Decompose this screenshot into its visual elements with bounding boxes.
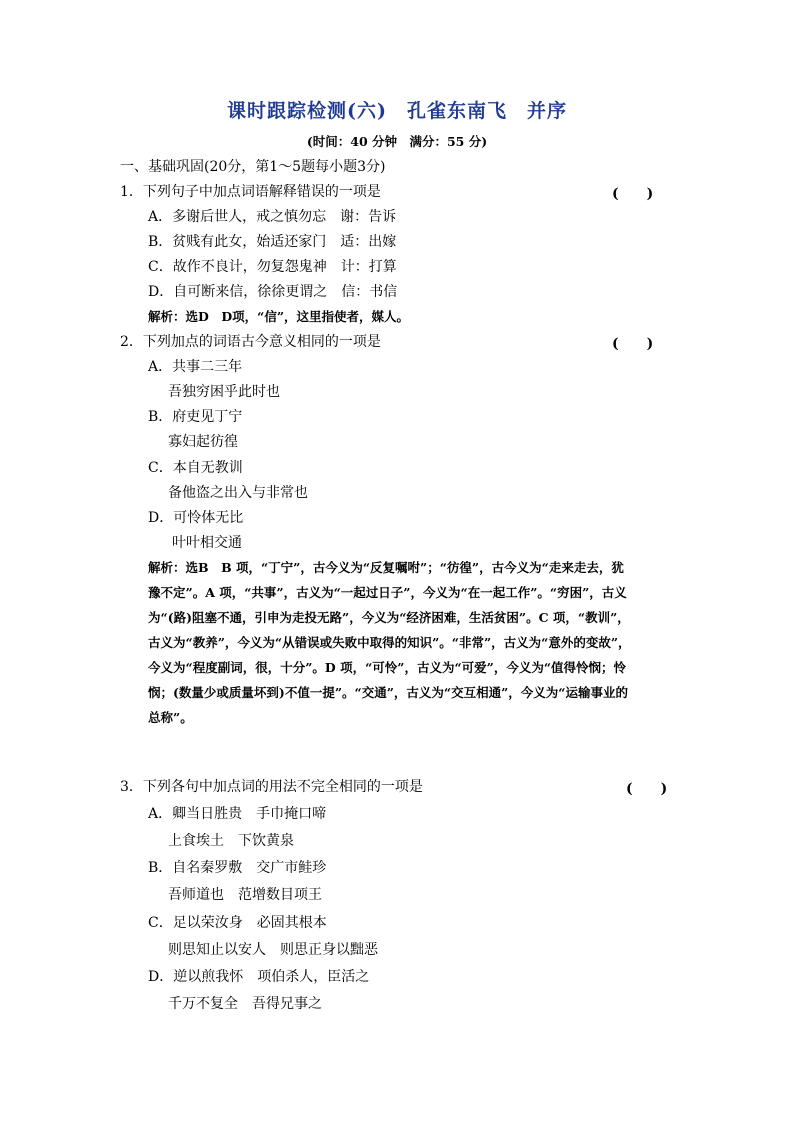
question-3-option-a-line-1: A．卿当日胜贵 手巾掩口啼 xyxy=(148,806,327,822)
question-2-option-b-line-1: B．府吏见丁宁 xyxy=(148,409,243,425)
question-3-option-b-line-2: 吾师道也 范增数目项王 xyxy=(168,887,322,903)
question-1-option-d: D．自可断来信，徐徐更谓之 信：书信 xyxy=(148,284,398,300)
question-2-option-a-line-1: A．共事二三年 xyxy=(148,359,243,375)
question-2-stem: 2．下列加点的词语古今意义相同的一项是 xyxy=(120,334,381,350)
question-2-analysis-line: 解析：选B B 项，“丁宁”，古今义为“反复嘱咐”；“彷徨”，古今义为“走来走去，犹 xyxy=(148,560,624,575)
question-3-option-d-line-2: 千万不复全 吾得兄事之 xyxy=(168,996,322,1012)
question-2-option-c-line-1: C．本自无教训 xyxy=(148,460,243,476)
question-1-stem: 1．下列句子中加点词语解释错误的一项是 xyxy=(120,184,381,200)
question-2-option-a-line-2: 吾独穷困乎此时也 xyxy=(168,384,280,400)
question-2-analysis-line: 今义为“程度副词，很，十分”。D 项，“可怜”，古义为“可爱”，今义为“值得怜悯；怜 xyxy=(148,660,627,675)
question-2-analysis-line: 豫不定”。A 项，“共事”，古义为“一起过日子”，今义为“在一起工作”。“穷困”，古义 xyxy=(148,585,627,600)
question-2-analysis-line: 总称”。 xyxy=(148,710,193,725)
question-3-option-d-line-1: D．逆以煎我怀 项伯杀人，臣活之 xyxy=(148,969,370,985)
question-1-option-c: C．故作不良计，勿复怨鬼神 计：打算 xyxy=(148,259,397,275)
question-2-analysis-line: 悯；(数量少或质量坏到)不值一提”。“交通”，古义为“交互相通”，今义为“运输事业的 xyxy=(148,685,628,700)
question-3-answer-bracket: ( ) xyxy=(626,781,668,797)
question-2-option-d-line-1: D．可怜体无比 xyxy=(148,510,244,526)
question-2-option-b-line-2: 寡妇起彷徨 xyxy=(168,434,238,450)
question-1-option-a: A．多谢后世人，戒之慎勿忘 谢：告诉 xyxy=(148,209,397,225)
question-2-analysis-line: 古义为“教养”，今义为“从错误或失败中取得的知识”。“非常”，古义为“意外的变故”， xyxy=(148,635,631,650)
question-3-option-c-line-1: C．足以荣汝身 必固其根本 xyxy=(148,915,327,931)
question-1-analysis: 解析：选D D项，“信”，这里指使者，媒人。 xyxy=(148,309,410,324)
section-heading: 一、基础巩固(20分，第1～5题每小题3分) xyxy=(120,159,386,175)
question-3-option-c-line-2: 则思知止以安人 则思正身以黜恶 xyxy=(168,942,378,958)
page-title: 课时跟踪检测(六) 孔雀东南飞 并序 xyxy=(227,100,567,122)
question-2-option-d-line-2: 叶叶相交通 xyxy=(172,535,242,551)
question-3-stem: 3．下列各句中加点词的用法不完全相同的一项是 xyxy=(120,779,423,795)
question-1-option-b: B．贫贱有此女，始适还家门 适：出嫁 xyxy=(148,234,397,250)
question-2-option-c-line-2: 备他盗之出入与非常也 xyxy=(168,485,308,501)
question-3-option-b-line-1: B．自名秦罗敷 交广市鲑珍 xyxy=(148,860,327,876)
question-2-answer-bracket: ( ) xyxy=(612,336,654,352)
question-2-analysis-line: 为“(路)阻塞不通，引申为走投无路”，今义为“经济困难，生活贫困”。C 项，“教训”， xyxy=(148,610,630,625)
question-1-answer-bracket: ( ) xyxy=(612,186,654,202)
question-3-option-a-line-2: 上食埃土 下饮黄泉 xyxy=(168,833,294,849)
page-subtitle: (时间：40 分钟 满分：55 分) xyxy=(306,134,488,149)
